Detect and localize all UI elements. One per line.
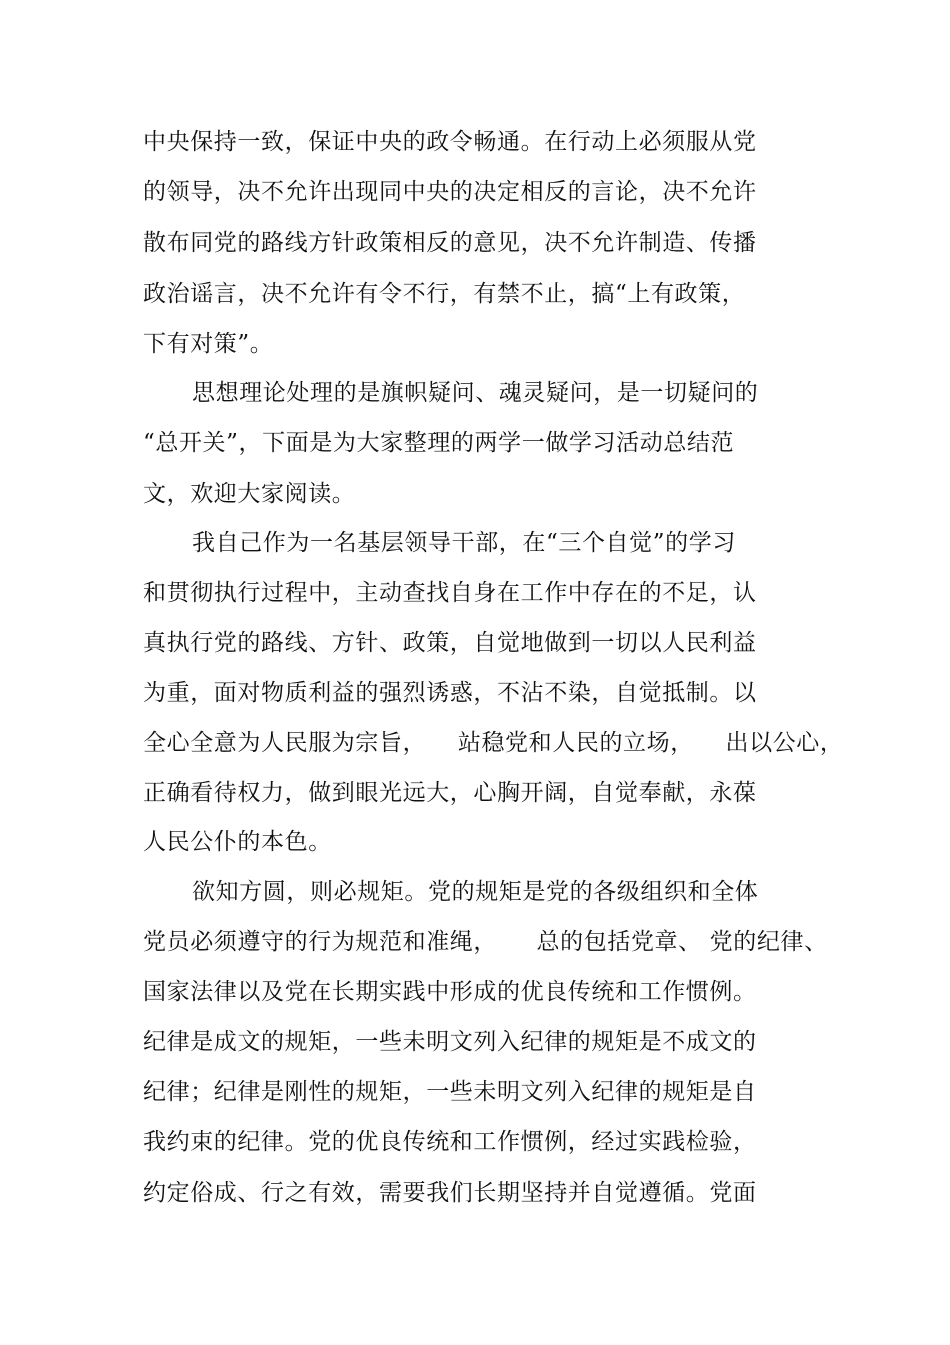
text-line: 政治谣言，决不允许有令不行，有禁不止，搞“上有政策，	[143, 281, 746, 307]
text-line: 为重，面对物质利益的强烈诱惑，不沾不染，自觉抵制。以	[143, 680, 757, 706]
text-line: “总开关”，下面是为大家整理的两学一做学习活动总结范	[143, 430, 735, 456]
text-line: 和贯彻执行过程中，主动查找自身在工作中存在的不足，认	[143, 580, 757, 606]
text-line: 的领导，决不允许出现同中央的决定相反的言论，决不允许	[143, 179, 757, 205]
text-line: 我约束的纪律。党的优良传统和工作惯例，经过实践检验，	[143, 1129, 757, 1155]
paragraph-first-line: 欲知方圆，则必规矩。党的规矩是党的各级组织和全体	[192, 879, 759, 905]
text-line: 中央保持一致，保证中央的政令畅通。在行动上必须服从党	[143, 129, 757, 155]
text-line: 散布同党的路线方针政策相反的意见，决不允许制造、传播	[143, 230, 757, 256]
text-line: 国家法律以及党在长期实践中形成的优良传统和工作惯例。	[143, 979, 757, 1005]
paragraph-first-line: 我自己作为一名基层领导干部，在“三个自觉”的学习	[192, 530, 736, 556]
paragraph-first-line: 思想理论处理的是旗帜疑问、魂灵疑问，是一切疑问的	[192, 380, 759, 406]
text-line: 纪律是成文的规矩，一些未明文列入纪律的规矩是不成文的	[143, 1029, 757, 1055]
text-line: 人民公仆的本色。	[143, 829, 332, 855]
text-line: 正确看待权力，做到眼光远大，心胸开阔，自觉奉献，永葆	[143, 780, 757, 806]
text-line: 真执行党的路线、方针、政策，自觉地做到一切以人民利益	[143, 630, 757, 656]
text-line: 约定俗成、行之有效，需要我们长期坚持并自觉遵循。党面	[143, 1180, 757, 1206]
text-line: 纪律；纪律是刚性的规矩，一些未明文列入纪律的规矩是自	[143, 1079, 757, 1105]
text-line: 下有对策”。	[143, 331, 274, 357]
text-line: 党员必须遵守的行为规范和准绳， 总的包括党章、 党的纪律、	[143, 929, 828, 955]
text-line: 全心全意为人民服为宗旨， 站稳党和人民的立场， 出以公心，	[143, 730, 844, 756]
text-line: 文，欢迎大家阅读。	[143, 481, 356, 507]
